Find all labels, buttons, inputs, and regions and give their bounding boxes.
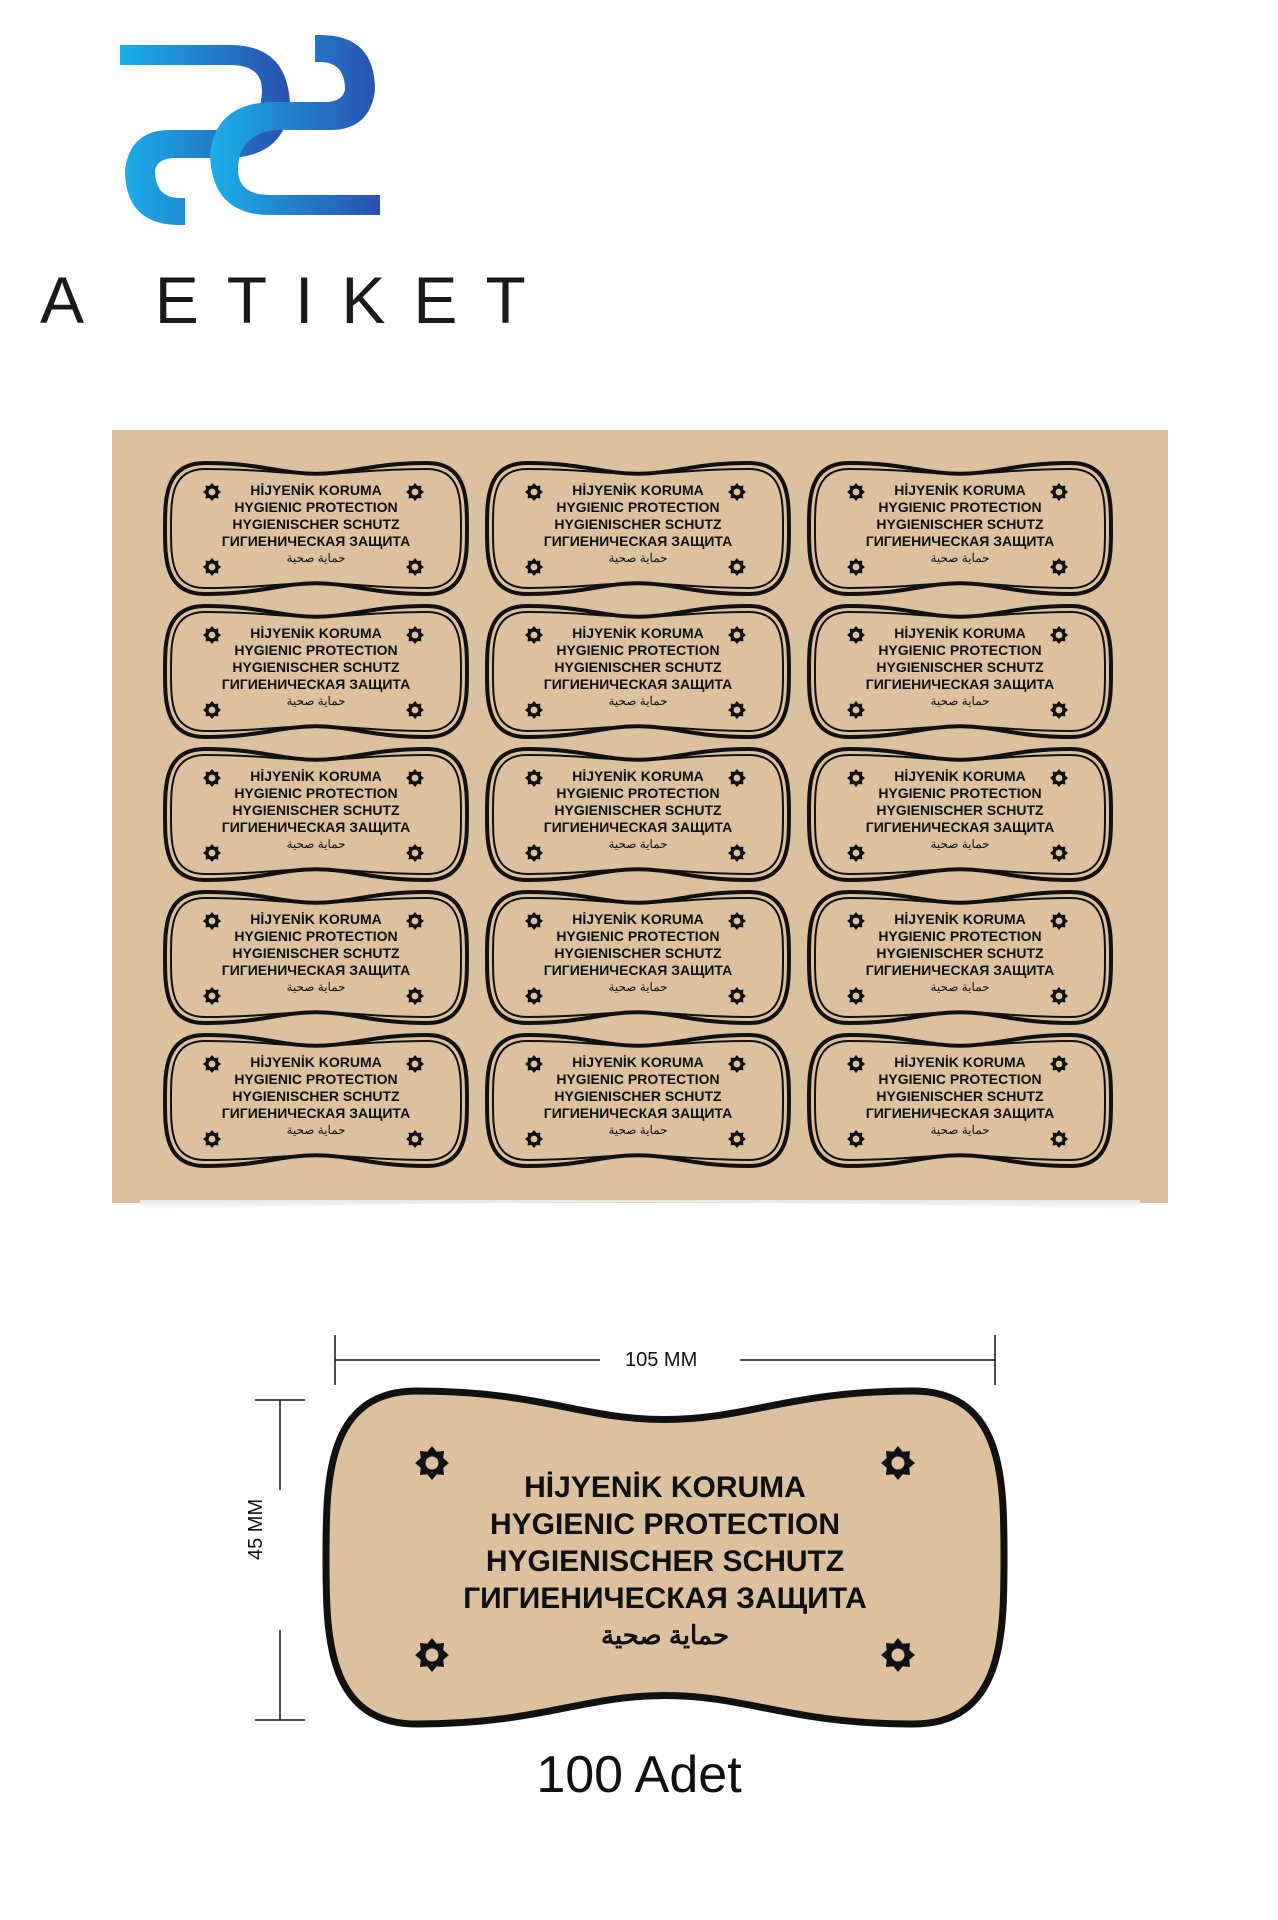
label-line-russian: ГИГИЕНИЧЕСКАЯ ЗАЩИТА [543,533,733,549]
label-line-turkish: HİJYENİK KORUMA [250,1054,382,1070]
label-line-turkish: HİJYENİK KORUMA [572,1054,704,1070]
label-line-russian: ГИГИЕНИЧЕСКАЯ ЗАЩИТА [221,1105,411,1121]
height-label: 45 MM [245,1498,267,1560]
mini-label [484,460,792,597]
label-line-russian: ГИГИЕНИЧЕСКАЯ ЗАЩИТА [543,819,733,835]
label-line-turkish: HİJYENİK KORUMA [572,625,704,641]
label-line-russian: ГИГИЕНИЧЕСКАЯ ЗАЩИТА [865,676,1055,692]
quantity-label: 100 Adet [536,1746,742,1804]
label-line-german: HYGIENISCHER SCHUTZ [554,802,722,818]
label-line-turkish: HİJYENİK KORUMA [572,768,704,784]
label-line-german: HYGIENISCHER SCHUTZ [232,659,400,675]
mini-label [806,1032,1114,1169]
label-line-turkish: HİJYENİK KORUMA [894,1054,1026,1070]
mini-label [484,889,792,1026]
label-line-german: HYGIENISCHER SCHUTZ [232,945,400,961]
label-line-german: HYGIENISCHER SCHUTZ [554,516,722,532]
label-line-turkish: HİJYENİK KORUMA [572,911,704,927]
label-line-english: HYGIENIC PROTECTION [878,1071,1042,1087]
label-line-german: HYGIENISCHER SCHUTZ [554,659,722,675]
mini-label [806,746,1114,883]
label-line-english: HYGIENIC PROTECTION [556,499,720,515]
label-line-german: HYGIENISCHER SCHUTZ [485,1545,845,1578]
label-line-turkish: HİJYENİK KORUMA [524,1471,806,1504]
label-line-german: HYGIENISCHER SCHUTZ [554,1088,722,1104]
label-line-arabic: حماية صحية [930,980,990,994]
height-dimension-line [250,1395,310,1725]
label-line-arabic: حماية صحية [608,837,668,851]
label-line-turkish: HİJYENİK KORUMA [894,768,1026,784]
label-line-german: HYGIENISCHER SCHUTZ [876,659,1044,675]
label-line-russian: ГИГИЕНИЧЕСКАЯ ЗАЩИТА [865,1105,1055,1121]
mini-label [806,889,1114,1026]
label-line-english: HYGIENIC PROTECTION [556,785,720,801]
label-line-english: HYGIENIC PROTECTION [234,642,398,658]
label-line-english: HYGIENIC PROTECTION [556,642,720,658]
label-detail-text [320,1469,1010,1654]
label-line-russian: ГИГИЕНИЧЕСКАЯ ЗАЩИТА [463,1582,867,1615]
brand-name: A ETIKET [40,263,554,337]
label-line-english: HYGIENIC PROTECTION [878,785,1042,801]
label-line-turkish: HİJYENİK KORUMA [894,625,1026,641]
label-line-english: HYGIENIC PROTECTION [556,928,720,944]
label-line-arabic: حماية صحية [930,837,990,851]
mini-label [162,1032,470,1169]
label-line-russian: ГИГИЕНИЧЕСКАЯ ЗАЩИТА [543,676,733,692]
label-line-russian: ГИГИЕНИЧЕСКАЯ ЗАЩИТА [865,962,1055,978]
label-grid [162,460,1132,1180]
label-line-german: HYGIENISCHER SCHUTZ [876,1088,1044,1104]
label-line-turkish: HİJYENİK KORUMA [250,911,382,927]
label-sheet [112,430,1168,1203]
label-line-turkish: HİJYENİK KORUMA [250,482,382,498]
mini-label [484,746,792,883]
label-line-russian: ГИГИЕНИЧЕСКАЯ ЗАЩИТА [221,962,411,978]
label-line-arabic: حماية صحية [286,551,346,565]
mini-label [806,460,1114,597]
mini-label [162,889,470,1026]
label-line-english: HYGIENIC PROTECTION [234,499,398,515]
label-line-russian: ГИГИЕНИЧЕСКАЯ ЗАЩИТА [865,533,1055,549]
label-line-turkish: HİJYENİK KORUMA [894,482,1026,498]
label-line-german: HYGIENISCHER SCHUTZ [232,802,400,818]
label-line-arabic: حماية صحية [286,837,346,851]
label-line-english: HYGIENIC PROTECTION [878,928,1042,944]
label-line-arabic: حماية صحية [600,1620,730,1650]
label-line-turkish: HİJYENİK KORUMA [250,625,382,641]
label-line-russian: ГИГИЕНИЧЕСКАЯ ЗАЩИТА [543,962,733,978]
label-line-arabic: حماية صحية [608,551,668,565]
label-line-german: HYGIENISCHER SCHUTZ [876,802,1044,818]
label-line-arabic: حماية صحية [286,694,346,708]
label-line-russian: ГИГИЕНИЧЕСКАЯ ЗАЩИТА [221,676,411,692]
label-detail [320,1385,1010,1730]
label-line-english: HYGIENIC PROTECTION [878,499,1042,515]
mini-label [806,603,1114,740]
label-line-turkish: HİJYENİK KORUMA [250,768,382,784]
label-line-arabic: حماية صحية [608,694,668,708]
mini-label [162,603,470,740]
label-line-german: HYGIENISCHER SCHUTZ [876,945,1044,961]
label-line-arabic: حماية صحية [930,551,990,565]
label-line-german: HYGIENISCHER SCHUTZ [232,516,400,532]
label-line-english: HYGIENIC PROTECTION [556,1071,720,1087]
width-label: 105 MM [625,1349,698,1371]
label-line-arabic: حماية صحية [286,1123,346,1137]
sheet-shadow [140,1200,1140,1240]
brand-logo-icon [110,30,390,230]
label-line-arabic: حماية صحية [608,980,668,994]
label-line-english: HYGIENIC PROTECTION [489,1508,841,1541]
mini-label [484,1032,792,1169]
label-line-german: HYGIENISCHER SCHUTZ [876,516,1044,532]
label-line-arabic: حماية صحية [930,1123,990,1137]
label-line-arabic: حماية صحية [608,1123,668,1137]
label-line-english: HYGIENIC PROTECTION [234,785,398,801]
mini-label [162,460,470,597]
label-line-turkish: HİJYENİK KORUMA [894,911,1026,927]
mini-label [484,603,792,740]
label-line-german: HYGIENISCHER SCHUTZ [232,1088,400,1104]
label-line-arabic: حماية صحية [286,980,346,994]
label-line-english: HYGIENIC PROTECTION [878,642,1042,658]
label-line-russian: ГИГИЕНИЧЕСКАЯ ЗАЩИТА [221,533,411,549]
label-line-turkish: HİJYENİK KORUMA [572,482,704,498]
label-line-arabic: حماية صحية [930,694,990,708]
label-line-english: HYGIENIC PROTECTION [234,1071,398,1087]
label-line-russian: ГИГИЕНИЧЕСКАЯ ЗАЩИТА [221,819,411,835]
mini-label [162,746,470,883]
label-line-russian: ГИГИЕНИЧЕСКАЯ ЗАЩИТА [865,819,1055,835]
label-line-german: HYGIENISCHER SCHUTZ [554,945,722,961]
label-line-russian: ГИГИЕНИЧЕСКАЯ ЗАЩИТА [543,1105,733,1121]
label-line-english: HYGIENIC PROTECTION [234,928,398,944]
